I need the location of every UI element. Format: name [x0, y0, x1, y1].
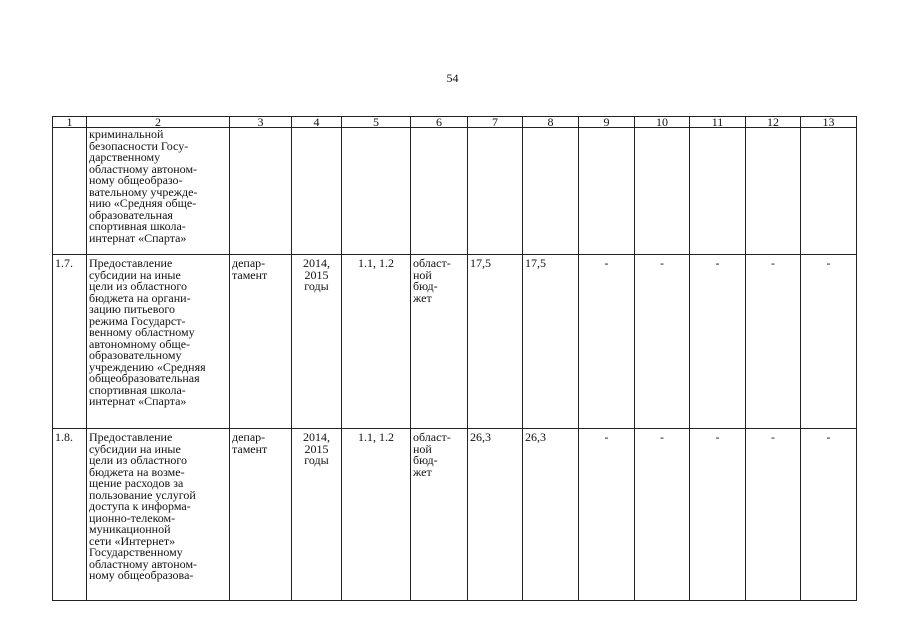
column-header: 7 [468, 117, 523, 128]
column-header: 11 [690, 117, 746, 128]
column-header: 10 [635, 117, 690, 128]
row-number: 1.7. [53, 255, 87, 429]
amount-cell: - [690, 429, 746, 601]
amount-cell: - [746, 429, 801, 601]
targets-cell: 1.1, 1.2 [342, 429, 411, 601]
amount-cell: - [635, 429, 690, 601]
amount-cell [635, 128, 690, 255]
executor-cell [230, 128, 292, 255]
amount-cell: 26,3 [468, 429, 523, 601]
table-row [53, 255, 857, 429]
column-header: 6 [411, 117, 468, 128]
funding-source-cell: област- ной бюд- жет [411, 255, 468, 429]
amount-cell [746, 128, 801, 255]
executor-cell: депар- тамент [230, 255, 292, 429]
amount-cell: - [579, 255, 635, 429]
amount-cell: 17,5 [523, 255, 579, 429]
column-header: 9 [579, 117, 635, 128]
amount-cell [801, 128, 857, 255]
row-number [53, 128, 87, 255]
table-row [53, 429, 857, 601]
column-header: 13 [801, 117, 857, 128]
row-number: 1.8. [53, 429, 87, 601]
measures-table [52, 116, 857, 601]
column-header: 5 [342, 117, 411, 128]
column-header: 4 [292, 117, 342, 128]
measure-description: криминальной безопасности Госу- дарственному областному автоном- ному общеобразо- вательному учрежде- нию «Средняя обще- образовательная спортивная школа- интернат «Спарта» [87, 128, 230, 255]
table-header-row [53, 117, 857, 128]
column-header: 2 [87, 117, 230, 128]
funding-source-cell [411, 128, 468, 255]
executor-cell: депар- тамент [230, 429, 292, 601]
column-header: 3 [230, 117, 292, 128]
amount-cell: - [801, 255, 857, 429]
amount-cell: - [579, 429, 635, 601]
amount-cell [579, 128, 635, 255]
amount-cell: 17,5 [468, 255, 523, 429]
measure-description: Предоставление субсидии на иные цели из областного бюджета на органи- зацию питьевого режима Государст- венному областному автономному обще- образовательному учреждению «Средняя общеобразовательная спортивная школа- интернат «Спарта» [87, 255, 230, 429]
column-header: 1 [53, 117, 87, 128]
amount-cell [690, 128, 746, 255]
years-cell [292, 128, 342, 255]
amount-cell: 26,3 [523, 429, 579, 601]
funding-source-cell: област- ной бюд- жет [411, 429, 468, 601]
page-number: 54 [446, 71, 459, 85]
amount-cell [468, 128, 523, 255]
measure-description: Предоставление субсидии на иные цели из областного бюджета на возме- щение расходов за пользование услугой доступа к информа- ционно-телеком- муникационной сети «Интернет» Государственному областному автоном- ному общеобразова- [87, 429, 230, 601]
targets-cell [342, 128, 411, 255]
years-cell: 2014, 2015 годы [292, 429, 342, 601]
targets-cell: 1.1, 1.2 [342, 255, 411, 429]
amount-cell: - [746, 255, 801, 429]
amount-cell: - [801, 429, 857, 601]
amount-cell: - [690, 255, 746, 429]
years-cell: 2014, 2015 годы [292, 255, 342, 429]
column-header: 12 [746, 117, 801, 128]
amount-cell [523, 128, 579, 255]
table-row [53, 128, 857, 255]
amount-cell: - [635, 255, 690, 429]
column-header: 8 [523, 117, 579, 128]
